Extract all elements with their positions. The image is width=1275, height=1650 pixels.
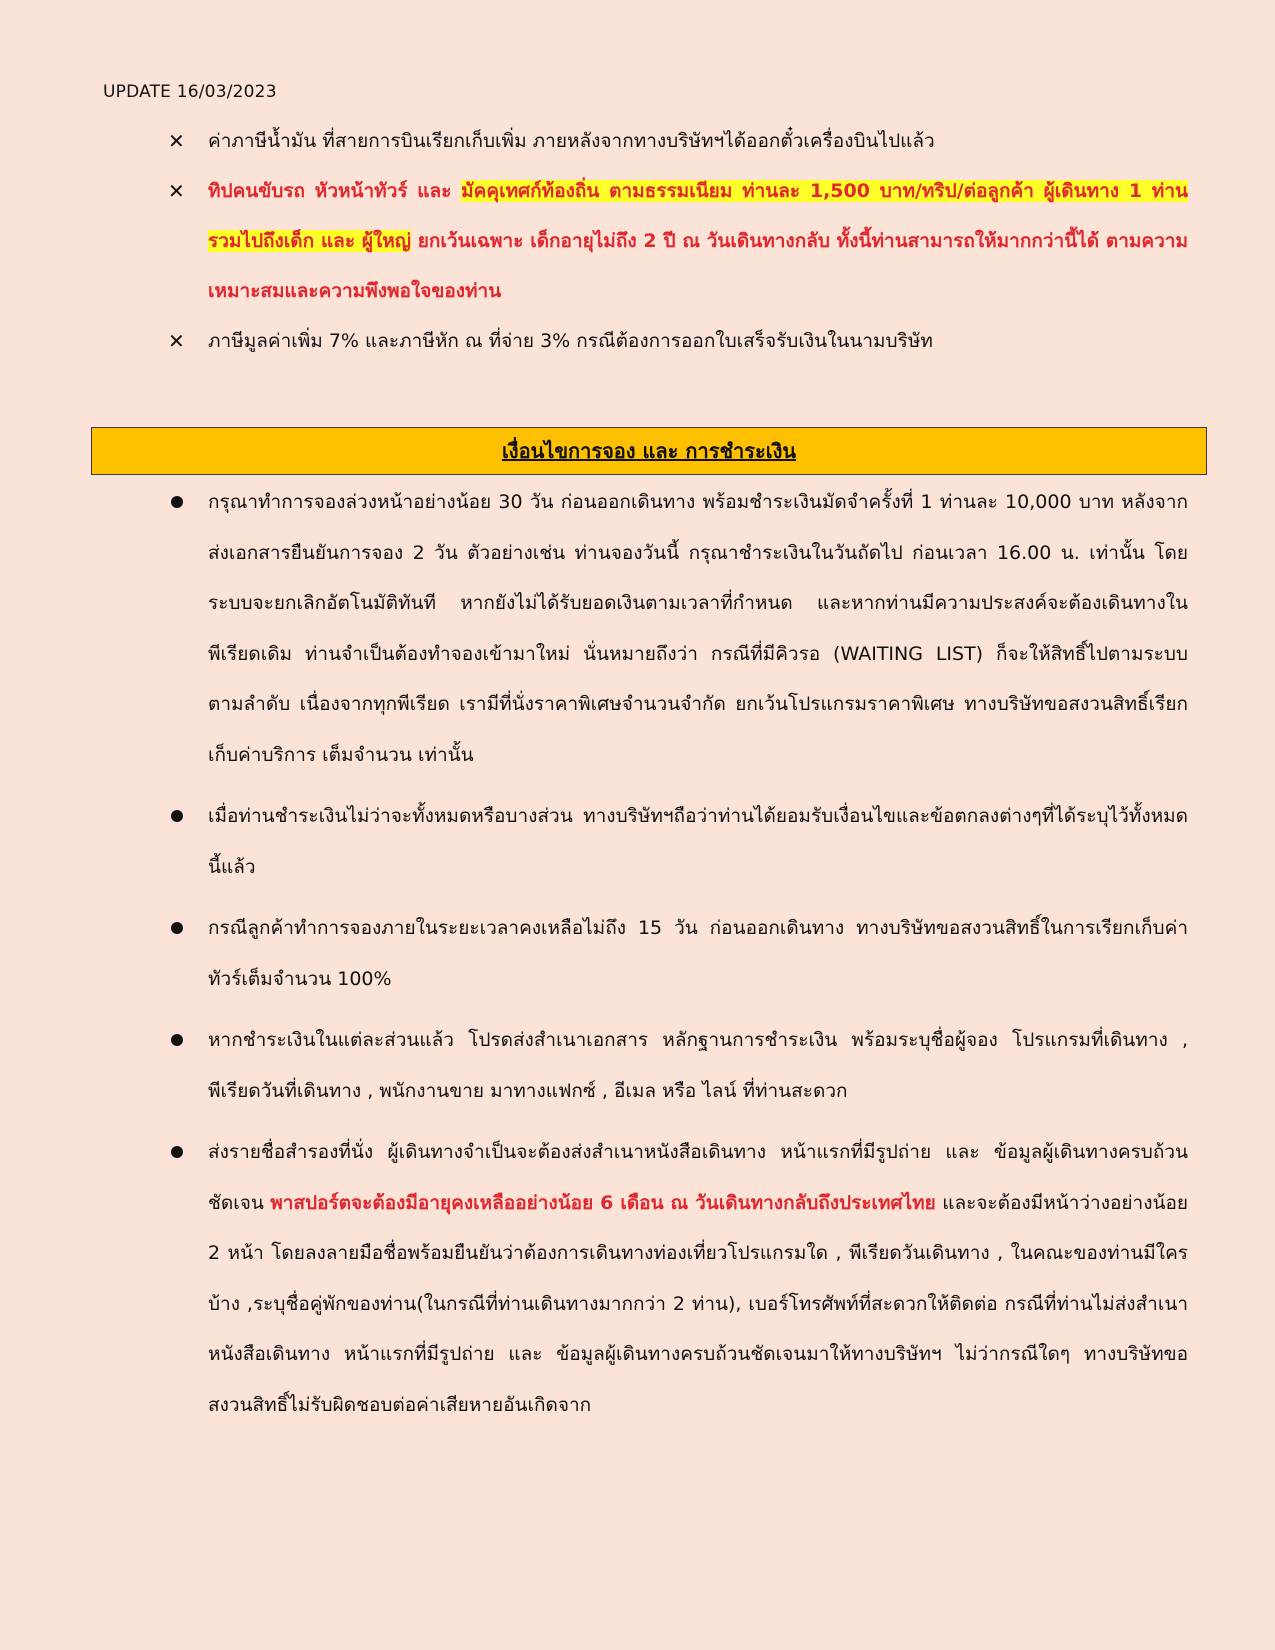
passport-text-tail: และจะต้องมีหน้าว่างอย่างน้อย 2 หน้า โดยลงลายมือชื่อพร้อมยืนยันว่าต้องการเดินทางท่องเที่ยวโปรแกรมใด , พีเรียดวันเดินทาง , ในคณะของท่านมีใครบ้าง ,ระบุชื่อคู่พักของท่าน(ในกรณีที่ท่านเดินทางมากกว่า 2 ท่าน), เบอร์โทรศัพท์ที่สะดวกให้ติดต่อ กรณีที่ท่านไม่ส่งสำเนาหนังสือเดินทาง หน้าแรกที่มีรูปถ่าย และ ข้อมูลผู้เดินทางครบถ้วนชัดเจนมาให้ทางบริษัทฯ ไม่ว่ากรณีใดๆ ทางบริษัทขอสงวนสิทธิ์ไม่รับผิดชอบต่อค่าเสียหายอันเกิดจาก [208, 1191, 1189, 1416]
bullet-icon [171, 496, 183, 508]
bullet-icon [171, 810, 183, 822]
exclusions-list [168, 116, 1188, 366]
x-mark-icon: ✕ [168, 179, 185, 203]
condition-text: กรุณาทำการจองล่วงหน้าอย่างน้อย 30 วัน ก่อนออกเดินทาง พร้อมชำระเงินมัดจำครั้งที่ 1 ท่านละ 10,000 บาท หลังจากส่งเอกสารยืนยันการจอง 2 วัน ตัวอย่างเช่น ท่านจองวันนี้ กรุณาชำระเงินในวันถัดไป ก่อนเวลา 16.00 น. เท่านั้น โดยระบบจะยกเลิกอัตโนมัติทันที หากยังไม่ได้รับยอดเงินตามเวลาที่กำหนด และหากท่านมีความประสงค์จะต้องเดินทางในพีเรียดเดิม ท่านจำเป็นต้องทำจองเข้ามาใหม่ นั่นหมายถึงว่า กรณีที่มีคิวรอ (WAITING LIST) ก็จะให้สิทธิ์ไปตามระบบ ตามลำดับ เนื่องจากทุกพีเรียด เรามีที่นั่งราคาพิเศษจำนวนจำกัด ยกเว้นโปรแกรมราคาพิเศษ ทางบริษัทขอสงวนสิทธิ์เรียกเก็บค่าบริการ เต็มจำนวน เท่านั้น [208, 491, 1188, 766]
section-header-booking-payment [91, 427, 1207, 475]
x-mark-icon: ✕ [168, 329, 185, 353]
exclusion-text: ค่าภาษีน้ำมัน ที่สายการบินเรียกเก็บเพิ่ม ภายหลังจากทางบริษัทฯได้ออกตั๋วเครื่องบินไปแล้ว [208, 130, 935, 152]
exclusion-item-fuel-tax [168, 116, 1188, 166]
condition-item [168, 903, 1188, 1004]
passport-validity-warning: พาสปอร์ตจะต้องมีอายุคงเหลืออย่างน้อย 6 เดือน ณ วันเดินทางกลับถึงประเทศไทย [270, 1191, 936, 1214]
tip-text-lead: ทิปคนขับรถ หัวหน้าทัวร์ และ [208, 180, 462, 202]
condition-text: กรณีลูกค้าทำการจองภายในระยะเวลาคงเหลือไม่ถึง 15 วัน ก่อนออกเดินทาง ทางบริษัทขอสงวนสิทธิ์ในการเรียกเก็บค่าทัวร์เต็มจำนวน 100% [208, 917, 1188, 990]
section-title: เงื่อนไขการจอง และ การชำระเงิน [501, 439, 797, 463]
passport-text-lead: ส่งรายชื่อสำรองที่นั่ง ผู้เดินทางจำเป็นจะต้องส่งสำเนาหนังสือเดินทาง หน้าแรกที่มีรูปถ่าย และ ข้อมูลผู้เดินทางครบถ้วนชัดเจน [208, 1141, 1188, 1214]
tip-text-highlighted: มัคคุเทศก์ท้องถิ่น ตามธรรมเนียม ท่านละ 1,500 บาท/ทริป/ต่อลูกค้า ผู้เดินทาง 1 ท่าน รวมไปถึงเด็ก และ ผู้ใหญ่ [208, 180, 1188, 252]
condition-item [168, 791, 1188, 892]
condition-item [168, 1015, 1188, 1116]
bullet-icon [171, 1034, 183, 1046]
bullet-icon [171, 922, 183, 934]
condition-text: หากชำระเงินในแต่ละส่วนแล้ว โปรดส่งสำเนาเอกสาร หลักฐานการชำระเงิน พร้อมระบุชื่อผู้จอง โปรแกรมที่เดินทาง , พีเรียดวันที่เดินทาง , พนักงานขาย มาทางแฟกซ์ , อีเมล หรือ ไลน์ ที่ท่านสะดวก [208, 1029, 1188, 1102]
update-date: UPDATE 16/03/2023 [103, 82, 277, 102]
exclusion-item-vat [168, 316, 1188, 366]
tip-text-tail: ยกเว้นเฉพาะ เด็กอายุไม่ถึง 2 ปี ณ วันเดินทางกลับ ทั้งนี้ท่านสามารถให้มากกว่านี้ได้ ตามความเหมาะสมและความพึงพอใจของท่าน [208, 230, 1188, 302]
x-mark-icon: ✕ [168, 129, 185, 153]
exclusion-text: ภาษีมูลค่าเพิ่ม 7% และภาษีหัก ณ ที่จ่าย 3% กรณีต้องการออกใบเสร็จรับเงินในนามบริษัท [208, 330, 933, 352]
bullet-icon [171, 1146, 183, 1158]
condition-text: เมื่อท่านชำระเงินไม่ว่าจะทั้งหมดหรือบางส่วน ทางบริษัทฯถือว่าท่านได้ยอมรับเงื่อนไขและข้อตกลงต่างๆที่ได้ระบุไว้ทั้งหมดนี้แล้ว [208, 805, 1188, 878]
condition-item-passport [168, 1127, 1188, 1430]
conditions-list [168, 477, 1188, 1441]
exclusion-item-tips [168, 166, 1188, 316]
condition-item [168, 477, 1188, 780]
